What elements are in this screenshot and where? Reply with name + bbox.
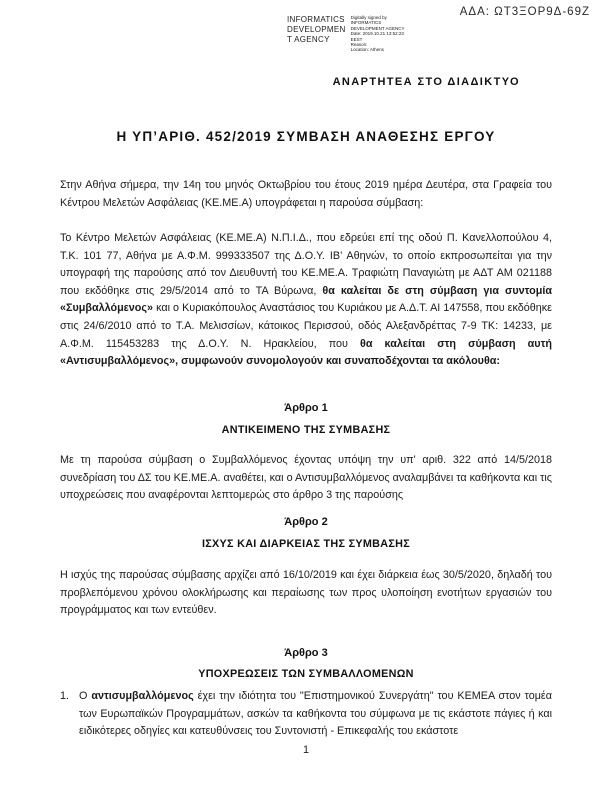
list-item-text: Ο αντισυμβαλλόμενος έχει την ιδιότητα του "Επιστημονικού Συνεργάτη" του ΚΕΜΕΑ στον τομέα των Ευρωπαϊκών Προγραμμάτων, ασκών τα καθήκοντα του σύμφωνα με τις εκάστοτε πάγιες ή και ειδικότερες οδηγίες και κατευθύνσεις του Συντονιστή - Επικεφαλής του εκάστοτε: [79, 690, 552, 738]
article-3-heading: Άρθρο 3: [284, 647, 328, 659]
ada-code: ΑΔΑ: ΩΤ3ΞΟΡ9Δ-69Ζ: [459, 6, 590, 18]
signature-detail-line: Date: 2019.10.21 13:52:23: [350, 31, 404, 37]
signature-agency-line: INFORMATICS: [287, 15, 345, 24]
article-1-subheading: ΑΝΤΙΚΕΙΜΕΝΟ ΤΗΣ ΣΥΜΒΑΣΗΣ: [221, 424, 391, 436]
article-2-subheading: ΙΣΧΥΣ ΚΑΙ ΔΙΑΡΚΕΙΑΣ ΤΗΣ ΣΥΜΒΑΣΗΣ: [201, 538, 411, 550]
article-3-item-1: [60, 688, 552, 741]
signature-detail-line: DEVELOPMENT AGENCY: [350, 25, 405, 31]
list-item-number: 1.: [60, 690, 70, 702]
article-1-heading: Άρθρο 1: [284, 402, 328, 414]
signature-details: [351, 15, 405, 53]
signature-agency-name: [287, 15, 346, 45]
posting-notice: ΑΝΑΡΤΗΤΕΑ ΣΤΟ ΔΙΑΔΙΚΤΥΟ: [332, 76, 520, 88]
signature-detail-line: EEST: [350, 36, 363, 42]
article-2-body: Η ισχύς της παρούσας σύμβασης αρχίζει από 16/10/2019 και έχει διάρκεια έως 30/5/2020, δηλαδή του προβλεπόμενου χρόνου ολοκλήρωσης και περαίωσης των προς υλοποίηση ενοτήτων εργασιών του προγράμματος και των εντεύθεν.: [60, 569, 552, 617]
signature-detail-line: Location: Athens: [350, 47, 384, 53]
signature-detail-line: Digitally signed by: [350, 15, 387, 20]
digital-signature-stamp: [287, 15, 405, 53]
signature-agency-line: T AGENCY: [287, 35, 330, 44]
article-3-subheading: ΥΠΟΧΡΕΩΣΕΙΣ ΤΩΝ ΣΥΜΒΑΛΛΟΜΕΝΩΝ: [198, 668, 414, 680]
intro-paragraph: Στην Αθήνα σήμερα, την 14η του μηνός Οκτωβρίου του έτους 2019 ημέρα Δευτέρα, στα Γραφεία του Κέντρου Μελετών Ασφάλειας (ΚΕ.ΜΕ.Α) υπογράφεται η παρούσα σύμβαση:: [60, 179, 552, 209]
document-title: Η ΥΠ’ΑΡΙΘ. 452/2019 ΣΥΜΒΑΣΗ ΑΝΑΘΕΣΗΣ ΕΡΓΟΥ: [116, 129, 496, 144]
article-1-body: Με τη παρούσα σύμβαση ο Συμβαλλόμενος έχοντας υπόψη την υπ' αριθ. 322 από 14/5/2018 συνεδρίαση του ΔΣ του ΚΕ.ΜΕ.Α. αναθέτει, και ο Αντισυμβαλλόμενος αναλαμβάνει τα καθήκοντα και τις υποχρεώσεις που αναφέρονται λεπτομερώς στο άρθρο 3 της παρούσης: [60, 454, 552, 502]
article-2-heading: Άρθρο 2: [284, 516, 328, 528]
signature-agency-line: DEVELOPMEN: [287, 25, 346, 34]
signature-detail-line: Reason:: [350, 42, 368, 48]
signature-detail-line: INFORMATICS: [350, 20, 382, 26]
page-number: 1: [302, 744, 309, 756]
parties-paragraph: Το Κέντρο Μελετών Ασφάλειας (ΚΕ.ΜΕ.Α) Ν.Π.Ι.Δ., που εδρεύει επί της οδού Π. Κανελλοπούλου 4, Τ.Κ. 101 77, Αθήνα με Α.Φ.Μ. 999333507 της Δ.Ο.Υ. ΙΒ’ Αθηνών, το οποίο εκπροσωπείται για την υπογραφή της παρούσης από τον Διευθυντή του ΚΕ.ΜΕ.Α. Τραφιώτη Παναγιώτη με ΑΔΤ ΑΜ 021188 που εκδόθηκε στις 29/5/2014 από το ΤΑ Βύρωνα, θα καλείται δε στη σύμβαση για συντομία «Συμβαλλόμενος» και ο Κυριακόπουλος Αναστάσιος του Κυριάκου με Α.Δ.Τ. ΑΙ 147558, που εκδόθηκε στις 24/6/2010 από το Τ.Α. Μελισσίων, κάτοικος Περισσού, οδός Αλεξανδρέττας 7-9 ΤΚ: 14233, με Α.Φ.Μ. 115453283 της Δ.Ο.Υ. Ν. Ηρακλείου, που θα καλείται στη σύμβαση αυτή «Αντισυμβαλλόμενος», συμφωνούν συνομολογούν και συναποδέχονται τα ακόλουθα:: [60, 232, 552, 368]
